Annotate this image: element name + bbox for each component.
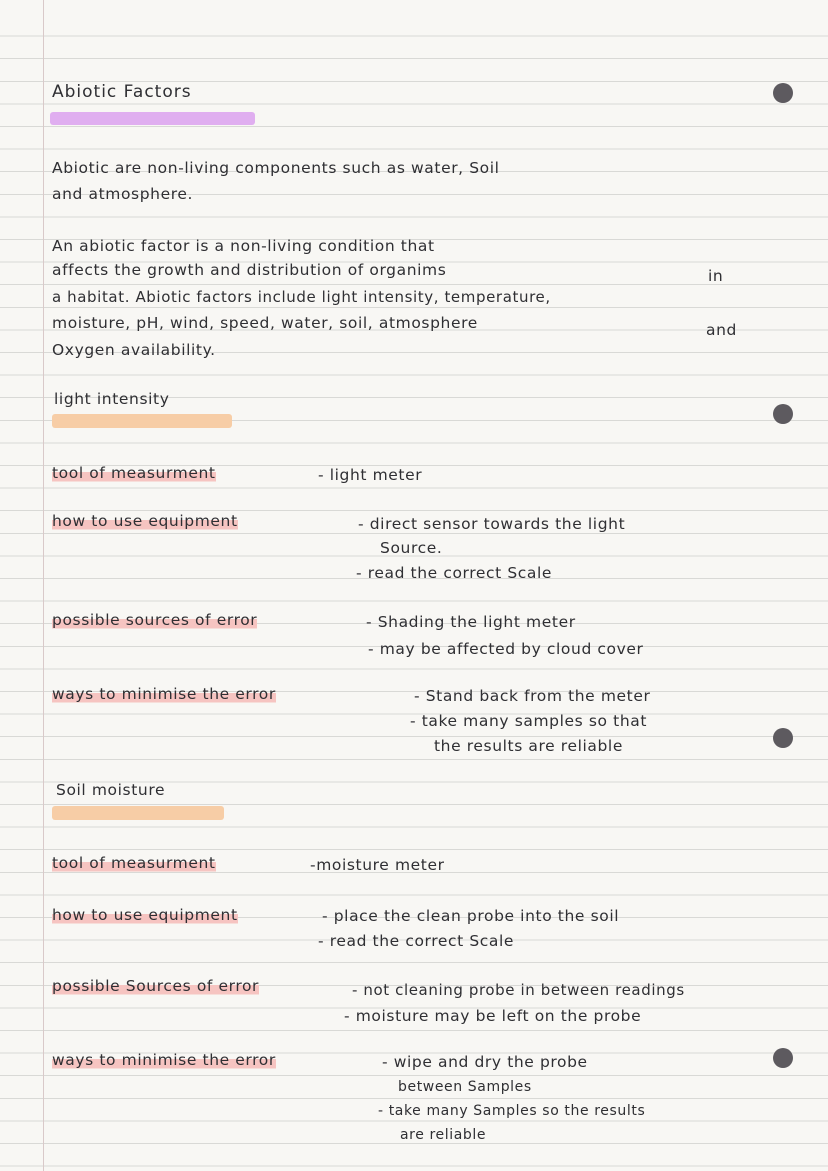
soil-min-2b: are reliable [400, 1127, 487, 1143]
light-error-label: possible sources of error [52, 611, 258, 629]
light-howto-2: - read the correct Scale [356, 564, 553, 582]
light-min-2: - take many samples so that [410, 712, 648, 730]
soil-min-label: ways to minimise the error [52, 1051, 276, 1069]
soil-min-2: - take many Samples so the results [378, 1103, 646, 1119]
light-error-1: - Shading the light meter [366, 613, 576, 631]
soil-min-1b: between Samples [398, 1079, 532, 1095]
soil-tool-value: -moisture meter [310, 856, 445, 874]
margin-line [43, 0, 44, 1171]
soil-error-1: - not cleaning probe in between readings [352, 981, 685, 999]
punch-hole [773, 404, 793, 424]
definition-line-2-end: in [708, 267, 724, 285]
light-min-2b: the results are reliable [434, 737, 623, 755]
light-min-label: ways to minimise the error [52, 685, 276, 703]
soil-moisture-heading: Soil moisture [56, 781, 166, 799]
light-min-1: - Stand back from the meter [414, 687, 651, 705]
soil-howto-2: - read the correct Scale [318, 932, 515, 950]
light-howto-1b: Source. [380, 539, 443, 557]
light-howto-label: how to use equipment [52, 512, 238, 530]
soil-howto-label: how to use equipment [52, 906, 238, 924]
definition-line-4: moisture, pH, wind, speed, water, soil, atmosphere [52, 314, 478, 332]
light-intensity-heading: light intensity [54, 390, 170, 408]
intro-line-2: and atmosphere. [52, 185, 194, 203]
punch-hole [773, 83, 793, 103]
light-tool-value: - light meter [318, 466, 423, 484]
light-heading-highlight [52, 414, 232, 428]
definition-line-5: Oxygen availability. [52, 341, 216, 359]
soil-howto-1: - place the clean probe into the soil [322, 907, 620, 925]
soil-tool-label: tool of measurment [52, 854, 216, 872]
definition-line-1: An abiotic factor is a non-living condition that [52, 237, 435, 255]
light-error-2: - may be affected by cloud cover [368, 640, 644, 658]
heading-highlight [50, 112, 255, 125]
light-tool-label: tool of measurment [52, 464, 216, 482]
soil-min-1: - wipe and dry the probe [382, 1053, 588, 1071]
light-howto-1: - direct sensor towards the light [358, 515, 626, 533]
definition-line-2: affects the growth and distribution of organims [52, 261, 447, 279]
definition-line-3: a habitat. Abiotic factors include light intensity, temperature, [52, 288, 551, 306]
punch-hole [773, 1048, 793, 1068]
definition-line-4-end: and [706, 321, 737, 339]
soil-error-2: - moisture may be left on the probe [344, 1007, 642, 1025]
soil-error-label: possible Sources of error [52, 977, 260, 995]
soil-heading-highlight [52, 806, 224, 820]
intro-line-1: Abiotic are non-living components such as water, Soil [52, 159, 500, 177]
page-title: Abiotic Factors [52, 82, 192, 102]
punch-hole [773, 728, 793, 748]
